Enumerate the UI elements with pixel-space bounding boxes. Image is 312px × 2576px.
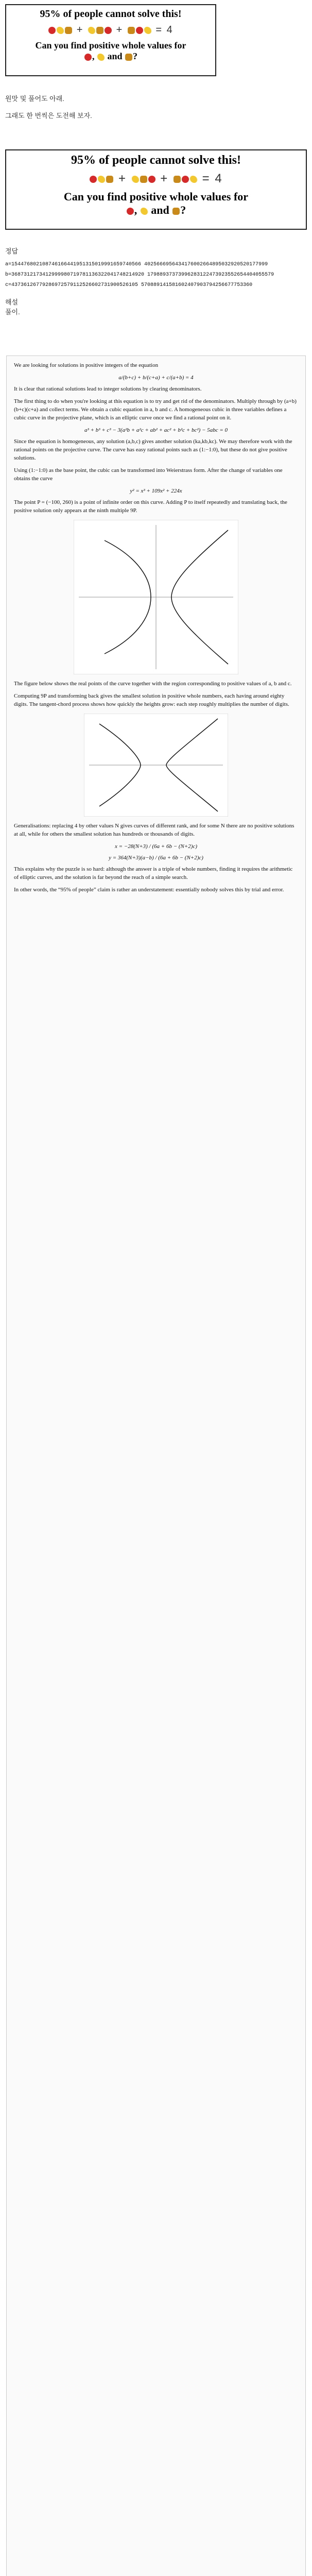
banana-icon	[144, 27, 151, 34]
puzzle-subtitle-large: Can you find positive whole values for , and ?	[63, 190, 249, 216]
pineapple-icon	[96, 27, 103, 34]
apple-icon	[182, 176, 189, 183]
pineapple-icon	[128, 27, 135, 34]
post-intro	[5, 94, 307, 121]
paper-paragraph: Since the equation is homogeneous, any solution (a,b,c) gives another solution (ka,kb,kc). We may therefore work with the rational points on the projective curve. The curve has easy rational points such as (1:−1:0), but these do not give positive solutions.	[14, 438, 292, 461]
answer-label: 정답	[5, 247, 19, 255]
equation-rhs: = 4	[155, 24, 174, 36]
paper-equation: y² = x³ + 109x² + 224x	[130, 488, 182, 494]
paper-paragraph: Using (1:−1:0) as the base point, the cubic can be transformed into Weierstrass form. After the change of variables one obtains the curve	[14, 467, 283, 482]
pineapple-icon	[65, 27, 72, 34]
paper-paragraph: Generalisations: replacing 4 by other values N gives curves of different rank, and for some N there are no positive solutions at all, while for others the smallest solution has hundreds or thousands of digits.	[14, 823, 294, 837]
puzzle-title-large: 95% of people cannot solve this!	[71, 154, 241, 167]
paper-equation: a/(b+c) + b/(c+a) + c/(a+b) = 4	[118, 375, 194, 381]
puzzle-subtitle-tail: ?	[133, 51, 138, 61]
pineapple-icon	[172, 208, 180, 215]
apple-icon	[136, 27, 143, 34]
puzzle-equation-large: + + = 4	[12, 172, 300, 186]
puzzle-card	[5, 4, 216, 76]
puzzle-image-bottom	[0, 149, 312, 232]
curve-figure-2	[84, 714, 228, 817]
paper-paragraph: The point P = (−100, 260) is a point of infinite order on this curve. Adding P to itself repeatedly and translating back, the positive solution only appears at the ninth multiple 9P.	[14, 499, 287, 514]
answer-a: a=154476802108746166441951315019991659740566 4025666956434176002664895032920520177999	[5, 262, 268, 267]
apple-icon	[148, 176, 155, 183]
puzzle-subtitle-text: Can you find positive whole values for	[35, 40, 186, 50]
puzzle-subtitle-large-text: Can you find positive whole values for	[63, 190, 249, 203]
paper-paragraph: This explains why the puzzle is so hard: although the answer is a triple of whole numbers, finding it requires the arithmetic of elliptic curves, and the solution is far beyond the reach of a simple search.	[14, 866, 293, 880]
apple-icon	[90, 176, 97, 183]
paper-paragraph: The first thing to do when you're looking at this equation is to try and get rid of the denominators. Multiply through by (a+b)(b+c)(c+a) and collect terms. We obtain a cubic equation in a, b and c. A homogeneous cubic in three variables defines a cubic curve in the projective plane, which is an elliptic curve once we find a rational point on it.	[14, 398, 297, 421]
banana-icon	[141, 208, 148, 215]
explain-label: 해설	[5, 298, 19, 306]
banana-icon	[190, 176, 197, 183]
answer-section	[5, 246, 307, 317]
paper-paragraph: It is clear that rational solutions lead to integer solutions by clearing denominators.	[14, 386, 202, 392]
banana-icon	[57, 27, 64, 34]
puzzle-equation: + + = 4	[18, 24, 203, 36]
banana-icon	[97, 54, 105, 61]
banana-icon	[132, 176, 139, 183]
apple-icon	[84, 54, 92, 61]
paper-excerpt	[6, 355, 306, 2576]
puzzle-subtitle: Can you find positive whole values for , and ?	[35, 40, 186, 61]
paper-paragraph: Computing 9P and transforming back gives the smallest solution in positive whole numbers, each having around eighty digits. The tangent-chord process shows how quickly the heights grow: each step roughly multiplies the number of digits.	[14, 693, 289, 707]
apple-icon	[105, 27, 112, 34]
puzzle-card-large	[5, 149, 307, 230]
explain-note: 풀이.	[5, 308, 20, 316]
paper-equation: y = 364(N+3)(a−b) / (6a + 6b − (N+2)c)	[109, 855, 203, 861]
banana-icon	[98, 176, 105, 183]
pineapple-icon	[174, 176, 181, 183]
puzzle-title: 95% of people cannot solve this!	[40, 8, 182, 20]
paper-paragraph: In other words, the “95% of people” claim is rather an understatement: essentially nobody solves this by trial and error.	[14, 887, 284, 893]
elliptic-curve-plot	[74, 520, 238, 674]
banana-icon	[88, 27, 95, 34]
paper-equation: x = −28(N+3) / (6a + 6b − (N+2)c)	[114, 843, 197, 850]
puzzle-image-top	[0, 4, 312, 81]
answer-b: b=3687312173412999980719781136322041748214920 17988937373996283122473923552654404055579	[5, 272, 274, 278]
intro-line: 원맛 및 풀어도 아래.	[5, 95, 64, 103]
paper-equation: a³ + b³ + c³ − 3(a²b + a²c + ab² + ac² + b²c + bc²) − 5abc = 0	[84, 427, 228, 433]
apple-icon	[127, 208, 134, 215]
intro-line-2: 그래도 한 번씩은 도전해 보자.	[5, 112, 92, 120]
puzzle-subtitle-large-and: and	[151, 204, 169, 216]
paper-paragraph: The figure below shows the real points of the curve together with the region corresponding to positive values of a, b and c.	[14, 681, 292, 687]
equation-rhs-large: = 4	[202, 172, 223, 185]
answer-c: c=43736126779286972579112526602731900526105 570889141581602407903794256677753360	[5, 282, 253, 288]
puzzle-subtitle-and: and	[107, 51, 123, 61]
apple-icon	[48, 27, 56, 34]
pineapple-icon	[106, 176, 113, 183]
pineapple-icon	[125, 54, 132, 61]
puzzle-subtitle-large-tail: ?	[180, 204, 186, 216]
pineapple-icon	[140, 176, 147, 183]
paper-paragraph: We are looking for solutions in positive integers of the equation	[14, 362, 159, 368]
